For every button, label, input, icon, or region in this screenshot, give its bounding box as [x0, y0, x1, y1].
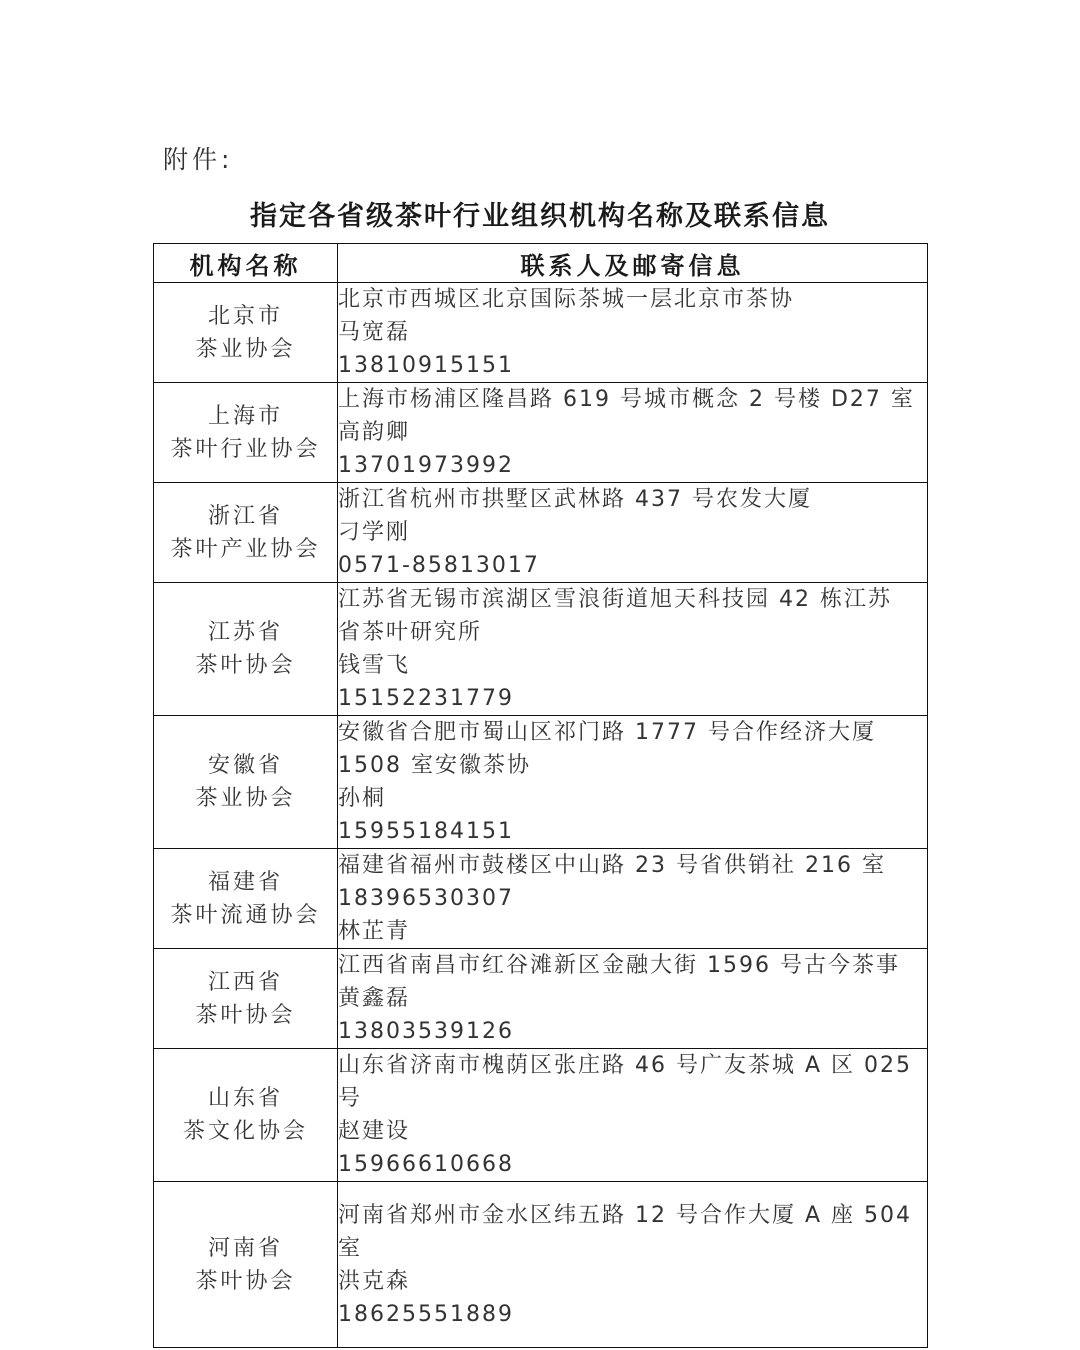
org-name-line: 北京市	[207, 303, 283, 329]
contact-info-line: 孙桐	[338, 786, 387, 811]
org-name-line: 茶叶行业协会	[170, 436, 321, 462]
org-name-cell	[154, 583, 338, 716]
table-row	[154, 383, 928, 483]
table-row	[154, 1049, 928, 1182]
org-name-cell	[154, 483, 338, 583]
org-name-line: 山东省	[207, 1086, 283, 1111]
org-name-cell	[154, 1049, 338, 1182]
contact-info-cell	[338, 949, 928, 1049]
contact-info-cell	[338, 583, 928, 716]
contact-info-line: 18625551889	[338, 1301, 514, 1327]
contact-info-line: 北京市西城区北京国际茶城一层北京市茶协	[338, 287, 795, 312]
contact-info-line: 1508 室安徽茶协	[338, 753, 531, 778]
contact-info-cell	[338, 483, 928, 583]
org-name-line: 江西省	[207, 969, 283, 995]
contact-info-line: 13701973992	[338, 453, 514, 478]
contact-info-line: 江西省南昌市红谷滩新区金融大街 1596 号古今茶事	[338, 953, 900, 978]
contact-info-cell	[338, 1049, 928, 1182]
contact-info-line: 15966610668	[338, 1152, 514, 1177]
contact-info-line: 刁学刚	[338, 520, 411, 545]
contact-info-line: 高韵卿	[338, 420, 411, 445]
contact-info-line: 福建省福州市鼓楼区中山路 23 号省供销社 216 室	[338, 853, 886, 878]
org-name-line: 河南省	[207, 1235, 283, 1261]
org-name-line: 茶叶产业协会	[170, 536, 321, 562]
contact-info-line: 黄鑫磊	[338, 986, 411, 1011]
document-title: 指定各省级茶叶行业组织机构名称及联系信息	[250, 201, 830, 232]
contact-info-cell	[338, 383, 928, 483]
org-name-line: 茶业协会	[195, 786, 296, 811]
table-row	[154, 849, 928, 949]
contact-info-line: 上海市杨浦区隆昌路 619 号城市概念 2 号楼 D27 室	[338, 387, 915, 412]
contact-info-line: 室	[338, 1235, 363, 1261]
contact-info-line: 马宽磊	[338, 320, 411, 345]
contact-info-line: 15152231779	[338, 686, 514, 711]
contact-info-line: 江苏省无锡市滨湖区雪浪街道旭天科技园 42 栋江苏	[338, 587, 892, 612]
header-org-name: 机构名称	[154, 244, 338, 283]
table-row	[154, 483, 928, 583]
org-name-cell	[154, 716, 338, 849]
contact-info-line: 省茶叶研究所	[338, 620, 483, 645]
org-name-line: 茶叶流通协会	[170, 902, 321, 928]
attachment-label: 附件:	[163, 145, 234, 174]
contact-info-cell	[338, 849, 928, 949]
contact-info-line: 18396530307	[338, 886, 514, 911]
contact-info-line: 山东省济南市槐荫区张庄路 46 号广友茶城 A 区 025	[338, 1053, 913, 1078]
contact-info-line: 安徽省合肥市蜀山区祁门路 1777 号合作经济大厦	[338, 720, 876, 745]
org-name-line: 茶叶协会	[195, 1268, 296, 1294]
org-name-line: 江苏省	[207, 620, 283, 645]
org-name-line: 茶叶协会	[195, 1002, 296, 1028]
contact-info-line: 13803539126	[338, 1019, 514, 1044]
org-name-line: 上海市	[207, 403, 283, 429]
contact-info-line: 河南省郑州市金水区纬五路 12 号合作大厦 A 座 504	[338, 1202, 913, 1228]
contact-info-line: 赵建设	[338, 1119, 411, 1144]
contact-info-cell	[338, 283, 928, 383]
org-name-line: 福建省	[207, 869, 283, 895]
contact-info-cell	[338, 716, 928, 849]
org-name-cell	[154, 849, 338, 949]
org-name-cell	[154, 383, 338, 483]
table-header-row	[154, 244, 928, 283]
contact-info-line: 号	[338, 1086, 363, 1111]
contact-info-line: 林芷青	[338, 919, 411, 944]
table-row	[154, 716, 928, 849]
org-name-line: 茶文化协会	[182, 1119, 308, 1144]
contact-info-line: 钱雪飞	[338, 653, 411, 678]
org-contact-table	[153, 243, 928, 1348]
contact-info-line: 洪克森	[338, 1268, 411, 1294]
table-row	[154, 1182, 928, 1348]
contact-info-line: 15955184151	[338, 819, 514, 844]
table-row	[154, 949, 928, 1049]
org-name-cell	[154, 949, 338, 1049]
contact-info-line: 13810915151	[338, 353, 514, 378]
table-row	[154, 283, 928, 383]
org-name-line: 茶叶协会	[195, 653, 296, 678]
table-row	[154, 583, 928, 716]
org-name-line: 茶业协会	[195, 336, 296, 362]
org-name-line: 安徽省	[207, 753, 283, 778]
org-name-cell	[154, 283, 338, 383]
org-name-line: 浙江省	[207, 503, 283, 529]
contact-info-cell	[338, 1182, 928, 1348]
contact-info-line: 浙江省杭州市拱墅区武林路 437 号农发大厦	[338, 487, 812, 512]
header-contact-info: 联系人及邮寄信息	[338, 244, 928, 283]
org-name-cell	[154, 1182, 338, 1348]
contact-info-line: 0571-85813017	[338, 553, 540, 578]
